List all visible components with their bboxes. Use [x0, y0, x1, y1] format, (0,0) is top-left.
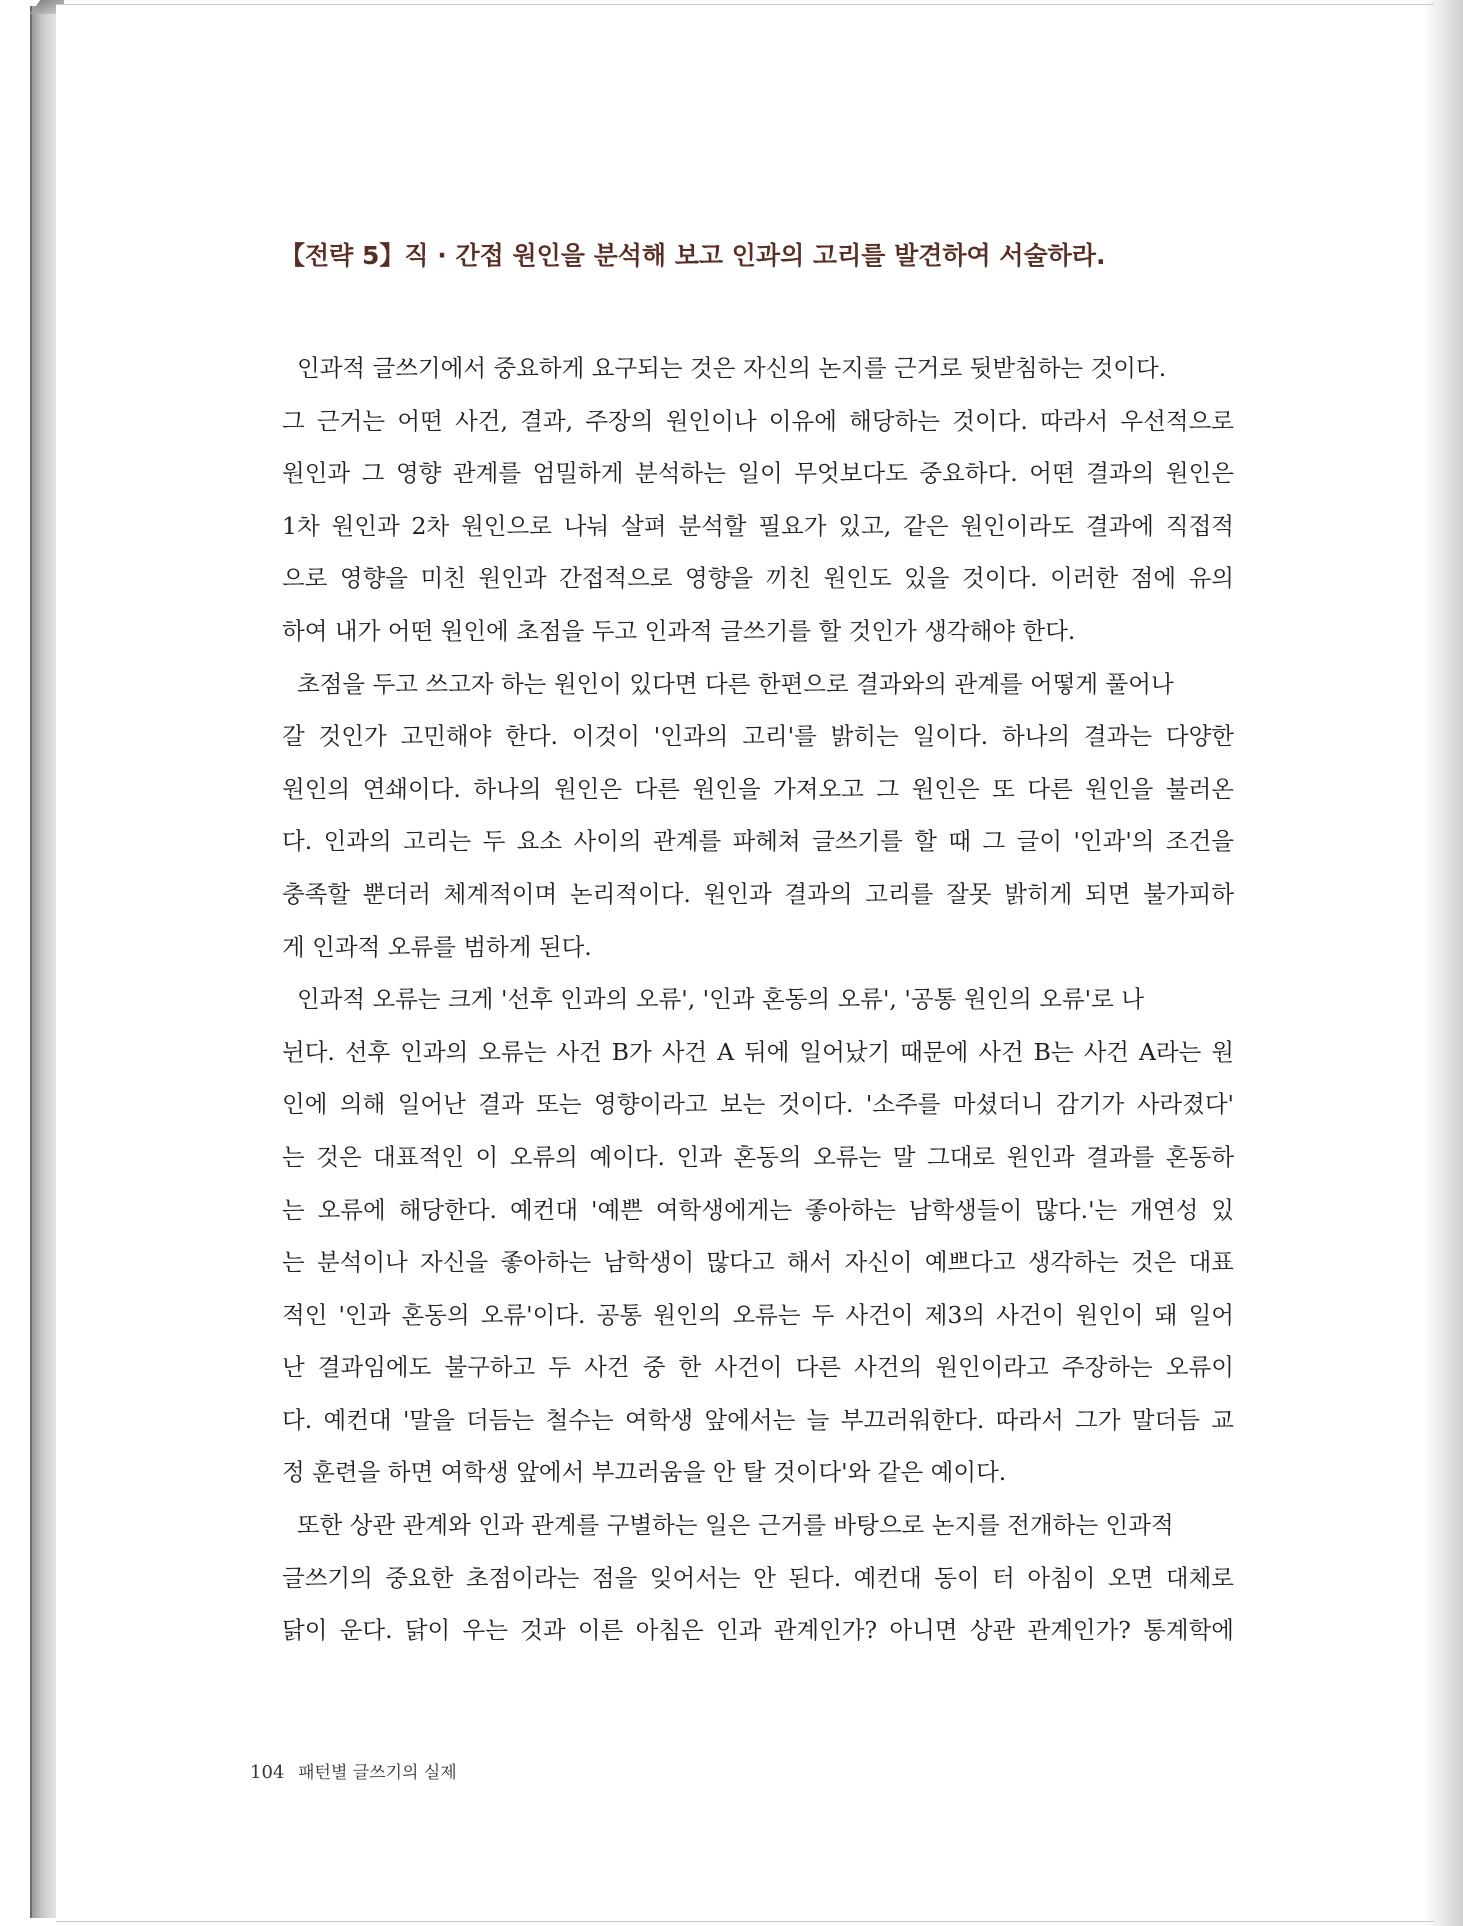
text-line: 다. 예컨대 '말을 더듬는 철수는 여학생 앞에서는 늘 부끄러워한다. 따라서 그가 말더듬 교: [282, 1405, 1234, 1434]
text-line: 초점을 두고 쓰고자 하는 원인이 있다면 다른 한편으로 결과와의 관계를 어떻게 풀어나: [282, 669, 1174, 698]
text-line: 는 것은 대표적인 이 오류의 예이다. 인과 혼동의 오류는 말 그대로 원인과 결과를 혼동하: [282, 1142, 1234, 1171]
page-edge-shadow: [1423, 0, 1463, 1926]
text-line: 뉜다. 선후 인과의 오류는 사건 B가 사건 A 뒤에 일어났기 때문에 사건 B는 사건 A라는 원: [282, 1037, 1234, 1066]
section-heading: 【전략 5】직 · 간접 원인을 분석해 보고 인과의 고리를 발견하여 서술하라.: [280, 241, 1106, 270]
text-line: 갈 것인가 고민해야 한다. 이것이 '인과의 고리'를 밝히는 일이다. 하나의 결과는 다양한: [282, 722, 1234, 751]
text-line: 인과적 오류는 크게 '선후 인과의 오류', '인과 혼동의 오류', '공통 원인의 오류'로 나: [282, 985, 1145, 1014]
text-line: 적인 '인과 혼동의 오류'이다. 공통 원인의 오류는 두 사건이 제3의 사건이 원인이 돼 일어: [282, 1300, 1234, 1329]
page-number: 104: [250, 1762, 285, 1783]
book-spine: [30, 6, 58, 1918]
body-text: [282, 342, 1234, 1657]
text-line: 인에 의해 일어난 결과 또는 영향이라고 보는 것이다. '소주를 마셨더니 감기가 사라졌다': [282, 1090, 1234, 1119]
paragraph: [282, 658, 1234, 974]
paragraph: [282, 1499, 1234, 1657]
text-line: 그 근거는 어떤 사건, 결과, 주장의 원인이나 이유에 해당하는 것이다. 따라서 우선적으로: [282, 406, 1234, 435]
text-line: 하여 내가 어떤 원인에 초점을 두고 인과적 글쓰기를 할 것인가 생각해야 한다.: [282, 616, 1076, 645]
text-line: 정 훈련을 하면 여학생 앞에서 부끄러움을 안 탈 것이다'와 같은 예이다.: [282, 1458, 1007, 1487]
text-line: 는 오류에 해당한다. 예컨대 '예쁜 여학생에게는 좋아하는 남학생들이 많다.'는 개연성 있: [282, 1195, 1234, 1224]
text-line: 충족할 뿐더러 체계적이며 논리적이다. 원인과 결과의 고리를 잘못 밝히게 되면 불가피하: [282, 879, 1234, 908]
text-line: 또한 상관 관계와 인과 관계를 구별하는 일은 근거를 바탕으로 논지를 전개하는 인과적: [282, 1511, 1174, 1540]
text-line: 으로 영향을 미친 원인과 간접적으로 영향을 끼친 원인도 있을 것이다. 이러한 점에 유의: [282, 564, 1234, 593]
paragraph: [282, 342, 1234, 658]
text-line: 게 인과적 오류를 범하게 된다.: [282, 932, 592, 961]
text-line: 원인과 그 영향 관계를 엄밀하게 분석하는 일이 무엇보다도 중요하다. 어떤 결과의 원인은: [282, 459, 1234, 488]
running-title: 패턴별 글쓰기의 실제: [298, 1763, 457, 1783]
text-line: 인과적 글쓰기에서 중요하게 요구되는 것은 자신의 논지를 근거로 뒷받침하는 것이다.: [282, 354, 1167, 382]
text-line: 는 분석이나 자신을 좋아하는 남학생이 많다고 해서 자신이 예쁘다고 생각하는 것은 대표: [282, 1248, 1234, 1277]
paragraph: [282, 973, 1234, 1499]
text-line: 닭이 운다. 닭이 우는 것과 이른 아침은 인과 관계인가? 아니면 상관 관계인가? 통계학에: [282, 1616, 1234, 1645]
text-line: 1차 원인과 2차 원인으로 나눠 살펴 분석할 필요가 있고, 같은 원인이라도 결과에 직접적: [282, 511, 1234, 540]
text-line: 원인의 연쇄이다. 하나의 원인은 다른 원인을 가져오고 그 원인은 또 다른 원인을 불러온: [282, 774, 1234, 803]
text-line: 글쓰기의 중요한 초점이라는 점을 잊어서는 안 된다. 예컨대 동이 터 아침이 오면 대체로: [282, 1563, 1234, 1592]
text-line: 난 결과임에도 불구하고 두 사건 중 한 사건이 다른 사건의 원인이라고 주장하는 오류이: [282, 1353, 1234, 1382]
text-line: 다. 인과의 고리는 두 요소 사이의 관계를 파헤쳐 글쓰기를 할 때 그 글이 '인과'의 조건을: [282, 827, 1234, 856]
page-footer: [250, 1758, 457, 1783]
